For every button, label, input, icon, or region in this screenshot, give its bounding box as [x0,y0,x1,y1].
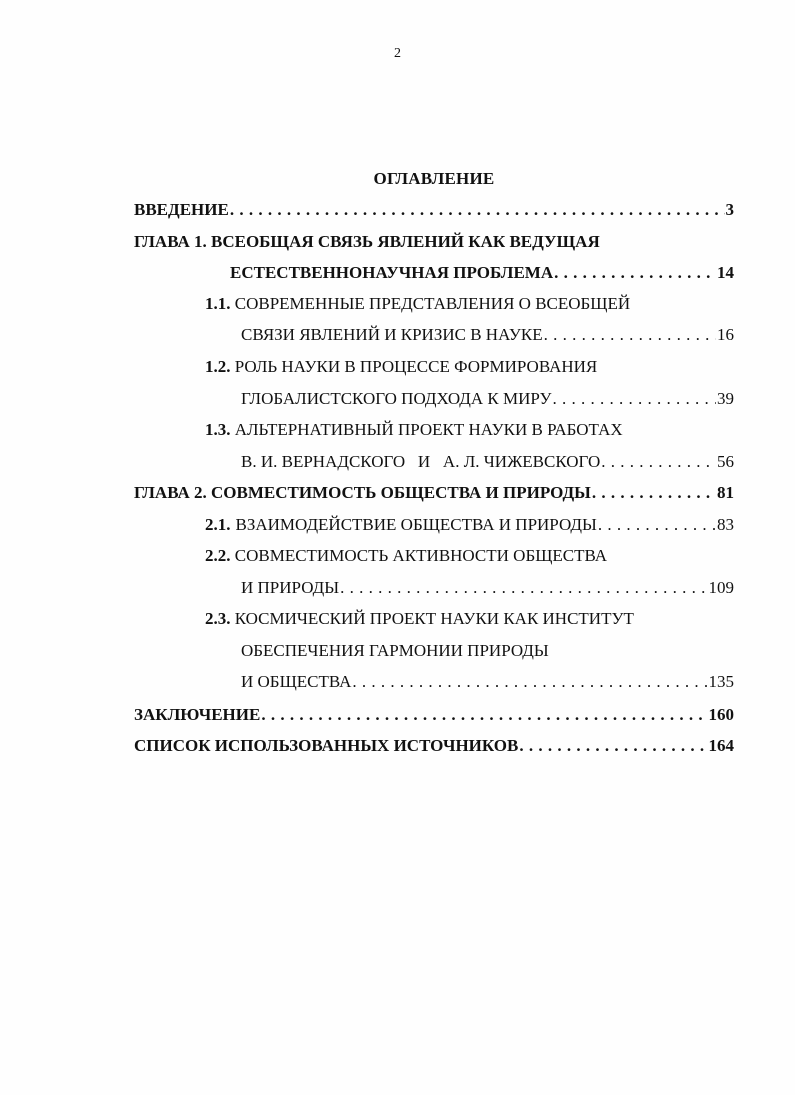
leader-dots [554,262,716,284]
toc-page-number: 81 [717,483,734,502]
toc-entry-section-2-2-line1[interactable] [205,545,607,567]
leader-dots [230,199,725,221]
toc-entry-label: В. И. ВЕРНАДСКОГО И А. Л. ЧИЖЕВСКОГО [241,452,601,471]
toc-entry-label: СВЯЗИ ЯВЛЕНИЙ И КРИЗИС В НАУКЕ [241,325,543,344]
toc-entry-section-1-2[interactable] [241,388,734,410]
toc-page-number: 135 [708,672,734,691]
toc-entry-label: ЗАКЛЮЧЕНИЕ [134,705,261,724]
toc-entry-section-1-3[interactable] [241,451,734,473]
leader-dots [598,514,716,536]
toc-entry-label: ВЗАИМОДЕЙСТВИЕ ОБЩЕСТВА И ПРИРОДЫ [235,515,597,534]
toc-entry-label: ЕСТЕСТВЕННОНАУЧНАЯ ПРОБЛЕМА [230,263,554,282]
toc-entry-label: СОВРЕМЕННЫЕ ПРЕДСТАВЛЕНИЯ О ВСЕОБЩЕЙ [234,294,631,313]
toc-entry-label: ВВЕДЕНИЕ [134,200,229,219]
toc-page-number: 16 [717,325,734,344]
toc-entry-section-2-3-line2[interactable]: ОБЕСПЕЧЕНИЯ ГАРМОНИИ ПРИРОДЫ [241,641,549,660]
toc-entry-sources[interactable] [134,735,734,757]
toc-entry-chapter-1[interactable] [230,262,734,284]
leader-dots [601,451,716,473]
toc-page-number: 56 [717,452,734,471]
toc-page-number: 39 [717,389,734,408]
toc-entry-chapter-2[interactable] [134,482,734,504]
toc-entry-section-1-1-line1[interactable] [205,293,630,315]
leader-dots [519,735,707,757]
toc-page-number: 164 [708,736,734,755]
leader-dots [261,704,707,726]
section-number: 2.2. [205,546,231,565]
toc-entry-label: РОЛЬ НАУКИ В ПРОЦЕССЕ ФОРМИРОВАНИЯ [234,357,598,376]
toc-entry-section-2-1[interactable] [205,514,734,536]
toc-entry-conclusion[interactable] [134,704,734,726]
section-number: 1.3. [205,420,231,439]
toc-entry-section-1-3-line1[interactable] [205,419,623,441]
toc-entry-section-1-1[interactable] [241,324,734,346]
leader-dots [552,388,716,410]
toc-entry-intro[interactable] [134,199,734,221]
toc-entry-label: АЛЬТЕРНАТИВНЫЙ ПРОЕКТ НАУКИ В РАБОТАХ [234,420,623,439]
toc-page-number: 83 [717,515,734,534]
toc-entry-section-2-3[interactable] [241,671,734,693]
toc-entry-label: СОВМЕСТИМОСТЬ АКТИВНОСТИ ОБЩЕСТВА [234,546,608,565]
leader-dots [352,671,707,693]
section-number: 1.2. [205,357,231,376]
toc-entry-label: И ОБЩЕСТВА [241,672,352,691]
section-number: 2.3. [205,609,231,628]
toc-entry-section-2-2[interactable] [241,577,734,599]
toc-entry-label: ГЛАВА 2. СОВМЕСТИМОСТЬ ОБЩЕСТВА И ПРИРОДЫ [134,483,591,502]
page-number: 2 [394,46,401,61]
toc-page-number: 3 [725,200,734,219]
toc-page-number: 109 [708,578,734,597]
section-number: 1.1. [205,294,231,313]
toc-page-number: 160 [708,705,734,724]
leader-dots [544,324,716,346]
leader-dots [592,482,716,504]
toc-page-number: 14 [717,263,734,282]
toc-entry-section-2-3-line1[interactable] [205,608,634,630]
toc-entry-section-1-2-line1[interactable] [205,356,597,378]
toc-entry-chapter-1-line1[interactable]: ГЛАВА 1. ВСЕОБЩАЯ СВЯЗЬ ЯВЛЕНИЙ КАК ВЕДУЩАЯ [134,232,600,251]
section-number: 2.1. [205,515,231,534]
toc-entry-label: КОСМИЧЕСКИЙ ПРОЕКТ НАУКИ КАК ИНСТИТУТ [234,609,634,628]
toc-entry-label: И ПРИРОДЫ [241,578,340,597]
toc-entry-label: СПИСОК ИСПОЛЬЗОВАННЫХ ИСТОЧНИКОВ [134,736,519,755]
toc-entry-label: ГЛОБАЛИСТСКОГО ПОДХОДА К МИРУ [241,389,552,408]
leader-dots [340,577,707,599]
toc-title: ОГЛАВЛЕНИЕ [373,169,495,188]
